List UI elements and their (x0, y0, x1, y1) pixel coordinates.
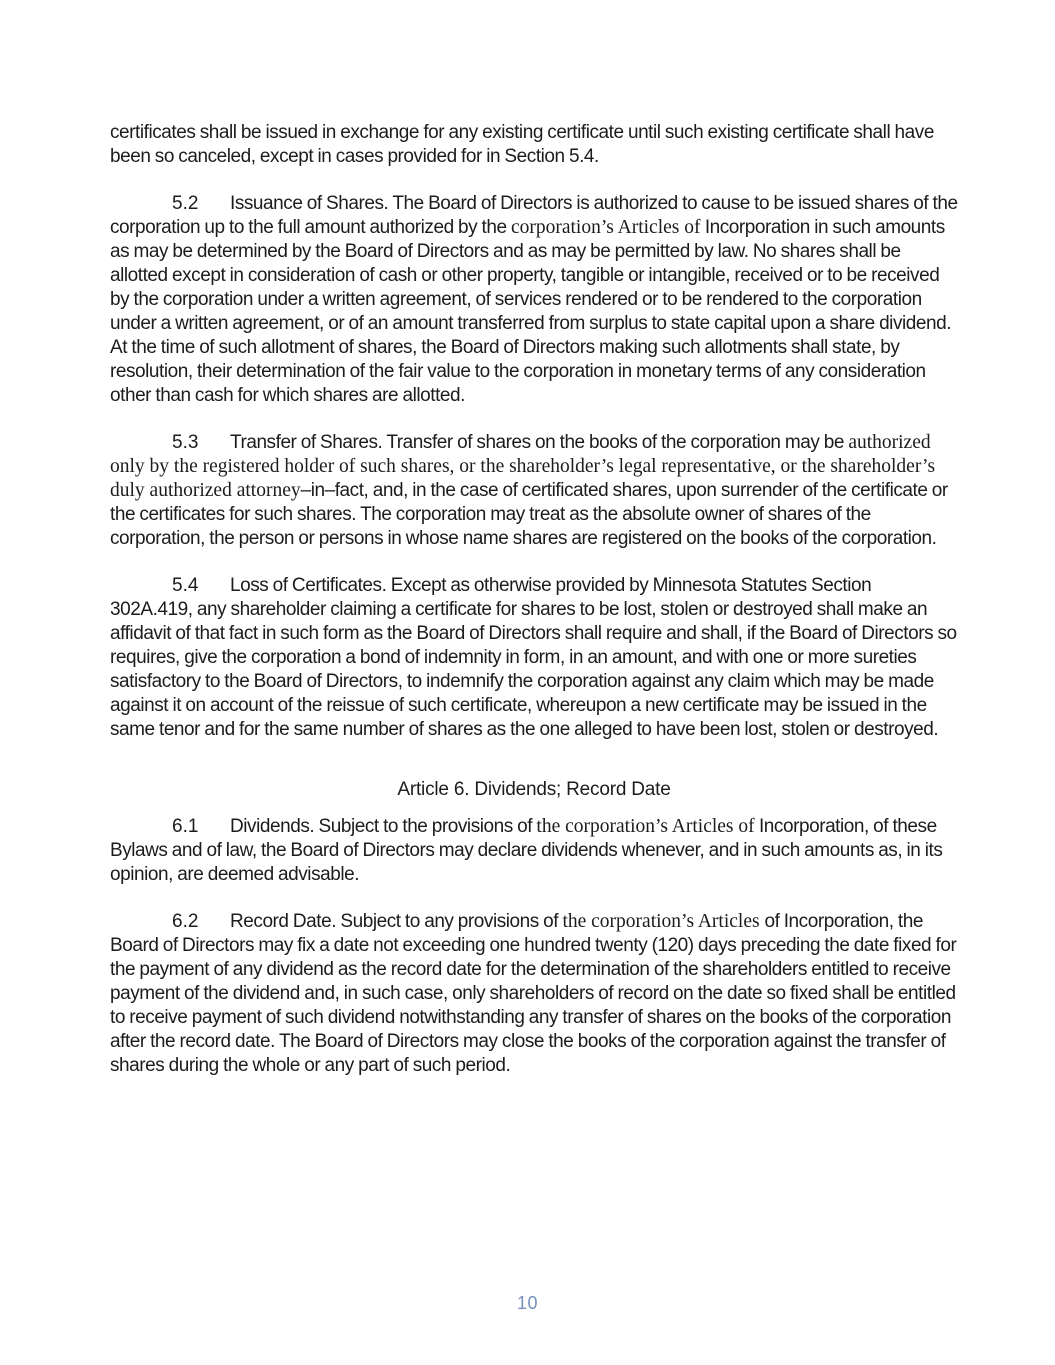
text-run-serif: corporation’s Articles of (510, 217, 701, 238)
section-number: 5.2 (172, 193, 199, 214)
section-6-1 (110, 815, 958, 887)
article-6-heading: Article 6. Dividends; Record Date (397, 779, 671, 800)
text-run: Transfer of Shares. Transfer of shares on the books of the corporation may be (230, 432, 849, 453)
text-run: –in–fact, and, in the case of certificated shares, upon surrender of the certificate or the certificates for such shares. The corporation may treat as the absolute owner of shares of the corporation, the person or persons in whose name shares are registered on the books of the corporation. (110, 480, 948, 549)
text-run: of Incorporation, the Board of Directors may fix a date not exceeding one hundred twenty (120) days preceding the date fixed for the payment of any dividend as the record date for the determination of the shareholders entitled to receive payment of the dividend and, in such case, only shareholders of record on the date so fixed shall be entitled to receive payment of such dividend notwithstanding any transfer of shares on the books of the corporation after the record date. The Board of Directors may close the books of the corporation against the transfer of shares during the whole or any part of such period. (110, 911, 957, 1076)
text-run-serif: the corporation’s Articles (562, 911, 765, 932)
paragraph-continuation (110, 121, 958, 169)
text-run: Record Date. Subject to any provisions of (230, 911, 563, 932)
section-number: 6.2 (172, 911, 199, 932)
section-number: 5.4 (172, 575, 199, 596)
section-5-3 (110, 431, 958, 551)
text-run: Issuance of Shares. The Board of Directors is authorized to cause to be issued shares of the corporation up to the full amount authorized by the (110, 193, 958, 238)
text-run: Dividends. Subject to the provisions of (230, 816, 537, 837)
section-number: 5.3 (172, 432, 199, 453)
text-run: Incorporation in such amounts as may be determined by the Board of Directors and as may be permitted by law. No shares shall be allotted except in consideration of cash or other property, tangible or intangible, received or to be received by the corporation under a written agreement, of services rendered or to be rendered to the corporation under a written agreement, or of an amount transferred from surplus to state capital upon a share dividend. At the time of such allotment of shares, the Board of Directors making such allotments shall state, by resolution, their determination of the fair value to the corporation in monetary terms of any consideration other than cash for which shares are allotted. (110, 217, 952, 406)
page-number: 10 (516, 1293, 539, 1313)
document-body (110, 121, 958, 1101)
section-5-2 (110, 192, 958, 408)
text-run-serif: the corporation’s Articles of (536, 816, 755, 837)
text-run: Incorporation, of these Bylaws and of law, the Board of Directors may declare dividends whenever, and in such amounts as, in its opinion, are deemed advisable. (110, 816, 943, 885)
section-5-4 (110, 574, 958, 742)
section-6-2 (110, 910, 958, 1078)
text-run: Loss of Certificates. Except as otherwise provided by Minnesota Statutes Section 302A.419, any shareholder claiming a certificate for shares to be lost, stolen or destroyed shall make an affidavit of that fact in such form as the Board of Directors shall require and shall, if the Board of Directors so requires, give the corporation a bond of indemnity in form, in an amount, and with one or more sureties satisfactory to the Board of Directors, to indemnify the corporation against any claim which may be made against it on account of the reissue of such certificate, whereupon a new certificate may be issued in the same tenor and for the same number of shares as the one alleged to have been lost, stolen or destroyed. (110, 575, 957, 740)
text-run-serif: authorized only by the registered holder of such shares, or the shareholder’s legal representative, or the shareholder’s duly authorized attorney (110, 432, 936, 501)
text-run: certificates shall be issued in exchange for any existing certificate until such existing certificate shall have been so canceled, except in cases provided for in Section 5.4. (110, 122, 934, 167)
section-number: 6.1 (172, 816, 199, 837)
